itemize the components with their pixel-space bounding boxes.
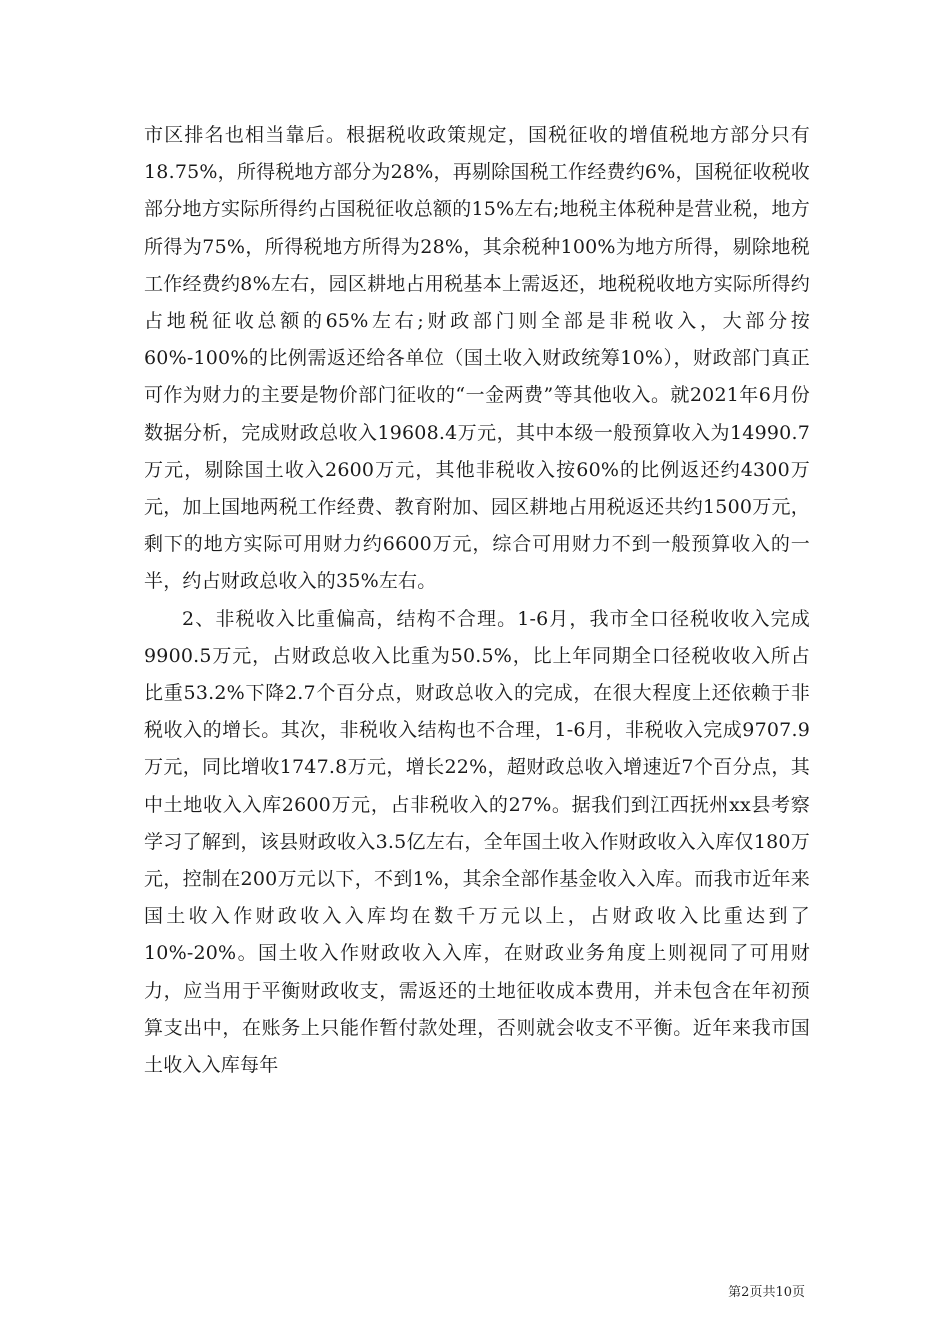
paragraph-2: 2、非税收入比重偏高，结构不合理。1-6月，我市全口径税收收入完成9900.5万元，占财政总收入比重为50.5%，比上年同期全口径税收收入所占比重53.2%下降2.7个百分点，财政总收入的完成，在很大程度上还依赖于非税收入的增长。其次，非税收入结构也不合理，1-6月，非税收入完成9707.9万元，同比增收1747.8万元，增长22%，超财政总收入增速近7个百分点，其中土地收入入库2600万元，占非税收入的27%。据我们到江西抚州xx县考察学习了解到，该县财政收入3.5亿左右，全年国土收入作财政收入入库仅180万元，控制在200万元以下，不到1%，其余全部作基金收入入库。而我市近年来国土收入作财政收入入库均在数千万元以上，占财政收入比重达到了10%-20%。国土收入作财政收入入库，在财政业务角度上则视同了可用财力，应当用于平衡财政收支，需返还的土地征收成本费用，并未包含在年初预算支出中，在账务上只能作暂付款处理，否则就会收支不平衡。近年来我市国土收入入库每年 xyxy=(144,607,810,1077)
page-number: 第2页共10页 xyxy=(728,1285,805,1300)
paragraph-1: 市区排名也相当靠后。根据税收政策规定，国税征收的增值税地方部分只有18.75%，所得税地方部分为28%，再剔除国税工作经费约6%，国税征收税收部分地方实际所得约占国税征收总额的15%左右;地税主体税种是营业税，地方所得为75%，所得税地方所得为28%，其余税种100%为地方所得，剔除地税工作经费约8%左右，园区耕地占用税基本上需返还，地税税收地方实际所得约占地税征收总额的65%左右;财政部门则全部是非税收入，大部分按60%-100%的比例需返还给各单位（国土收入财政统筹10%），财政部门真正可作为财力的主要是物价部门征收的“一金两费”等其他收入。就2021年6月份数据分析，完成财政总收入19608.4万元，其中本级一般预算收入为14990.7万元，剔除国土收入2600万元，其他非税收入按60%的比例返还约4300万元，加上国地两税工作经费、教育附加、园区耕地占用税返还共约1500万元，剩下的地方实际可用财力约6600万元，综合可用财力不到一般预算收入的一半，约占财政总收入的35%左右。 xyxy=(144,124,810,593)
document-body xyxy=(144,117,810,1084)
